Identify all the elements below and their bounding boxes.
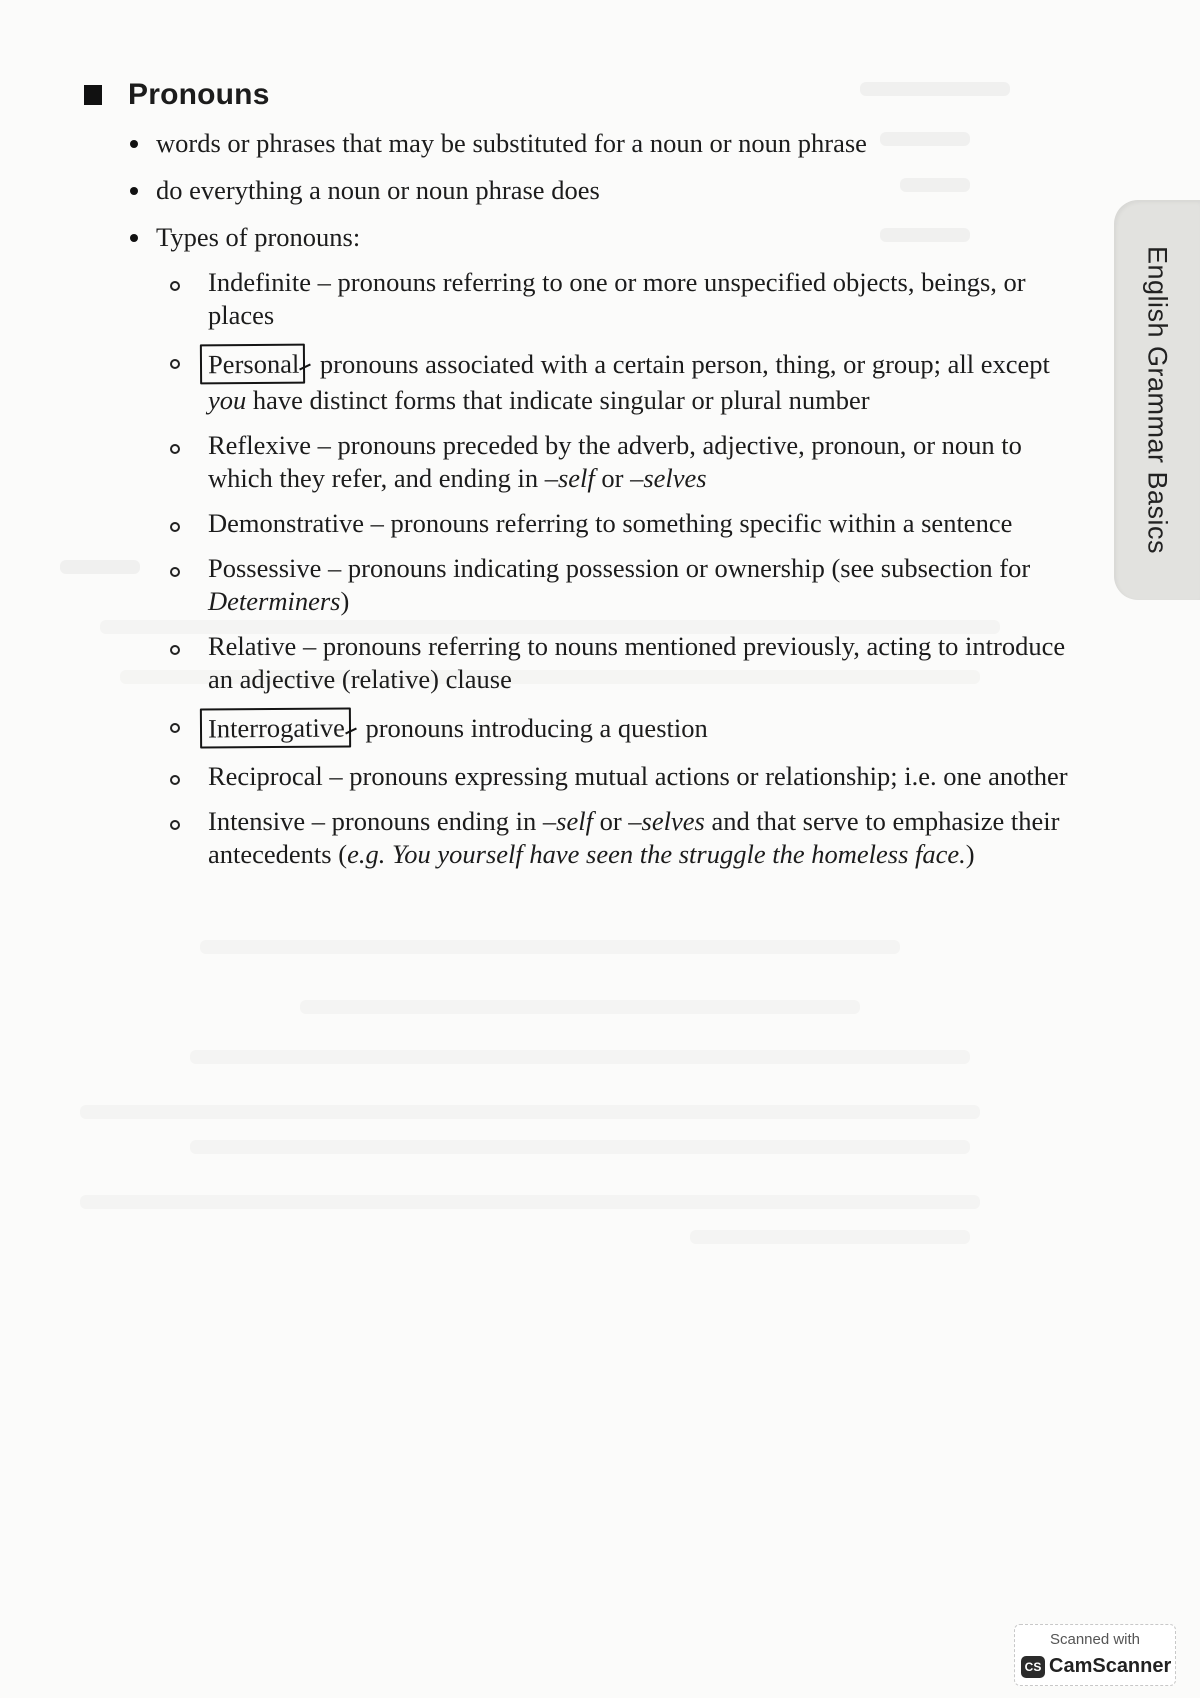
heading-text: Pronouns	[128, 78, 270, 111]
handwritten-box-annotation	[200, 707, 351, 748]
type-relative	[168, 630, 1084, 696]
type-desc: or	[594, 463, 631, 493]
side-tab-label: English Grammar Basics	[1142, 245, 1173, 555]
type-desc-italic: –self	[542, 806, 593, 836]
type-desc: )	[340, 586, 350, 616]
type-desc-italic: –selves	[630, 463, 707, 493]
type-term: Demonstrative	[208, 508, 365, 538]
type-desc: – pronouns ending in	[305, 806, 543, 836]
type-reciprocal	[168, 760, 1084, 793]
square-bullet-icon	[84, 85, 102, 105]
type-desc: or	[592, 806, 629, 836]
type-desc: pronouns associated with a certain person, thing, or group; all except	[313, 349, 1050, 379]
watermark-caption: Scanned with	[1049, 1631, 1141, 1648]
type-desc: and that serve to emphasize their antecedents (	[208, 806, 1060, 869]
type-desc-italic: –self	[544, 463, 595, 493]
type-possessive	[168, 552, 1084, 618]
type-personal	[168, 344, 1084, 417]
type-term: Reflexive	[208, 430, 312, 460]
type-desc: pronouns introducing a question	[358, 713, 708, 743]
type-desc-italic: e.g. You yourself have seen the struggle the homeless face.	[347, 839, 966, 869]
type-desc-italic: Determiners	[208, 586, 341, 616]
bullet-item: words or phrases that may be substituted for a noun or noun phrase	[128, 126, 1084, 160]
type-term: Indefinite	[208, 267, 312, 297]
type-desc: – pronouns preceded by the adverb, adjective, pronoun, or noun to which they refer, and ending in	[208, 430, 1022, 493]
type-desc: have distinct forms that indicate singular or plural number	[246, 385, 870, 415]
camscanner-logo-icon: CS	[1021, 1656, 1045, 1678]
type-desc: – pronouns expressing mutual actions or relationship; i.e. one another	[322, 761, 1068, 791]
type-interrogative	[168, 708, 1084, 748]
section-heading	[84, 78, 1084, 112]
camscanner-watermark	[1014, 1624, 1176, 1686]
pronouns-section	[84, 78, 1084, 884]
type-desc: – pronouns referring to one or more unspecified objects, beings, or places	[208, 267, 1026, 330]
type-intensive	[168, 805, 1084, 871]
type-term: Personal	[207, 348, 300, 380]
type-demonstrative	[168, 507, 1084, 540]
watermark-brand	[1021, 1655, 1171, 1678]
watermark-brand-name: CamScanner	[1049, 1655, 1172, 1677]
type-term: Reciprocal	[208, 761, 323, 791]
type-term: Intensive	[208, 806, 306, 836]
pronoun-types-list	[128, 266, 1084, 871]
type-term: Possessive	[208, 553, 322, 583]
type-reflexive	[168, 429, 1084, 495]
type-desc: – pronouns indicating possession or ownership (see subsection for	[321, 553, 1031, 583]
type-desc: – pronouns referring to nouns mentioned previously, acting to introduce an adjective (relative) clause	[208, 631, 1066, 694]
type-desc: – pronouns referring to something specific within a sentence	[364, 508, 1013, 538]
handwritten-box-annotation	[200, 344, 306, 385]
type-term: Relative	[208, 631, 297, 661]
chapter-side-tab	[1114, 200, 1200, 600]
type-indefinite	[168, 266, 1084, 332]
bullet-item	[128, 220, 1084, 871]
bullet-item-text: Types of pronouns:	[156, 222, 361, 252]
type-desc: )	[965, 839, 975, 869]
type-desc-italic: you	[208, 385, 247, 415]
type-term: Interrogative	[207, 712, 345, 744]
bullet-list	[84, 126, 1084, 871]
type-desc-italic: –selves	[628, 806, 705, 836]
bullet-item: do everything a noun or noun phrase does	[128, 173, 1084, 207]
